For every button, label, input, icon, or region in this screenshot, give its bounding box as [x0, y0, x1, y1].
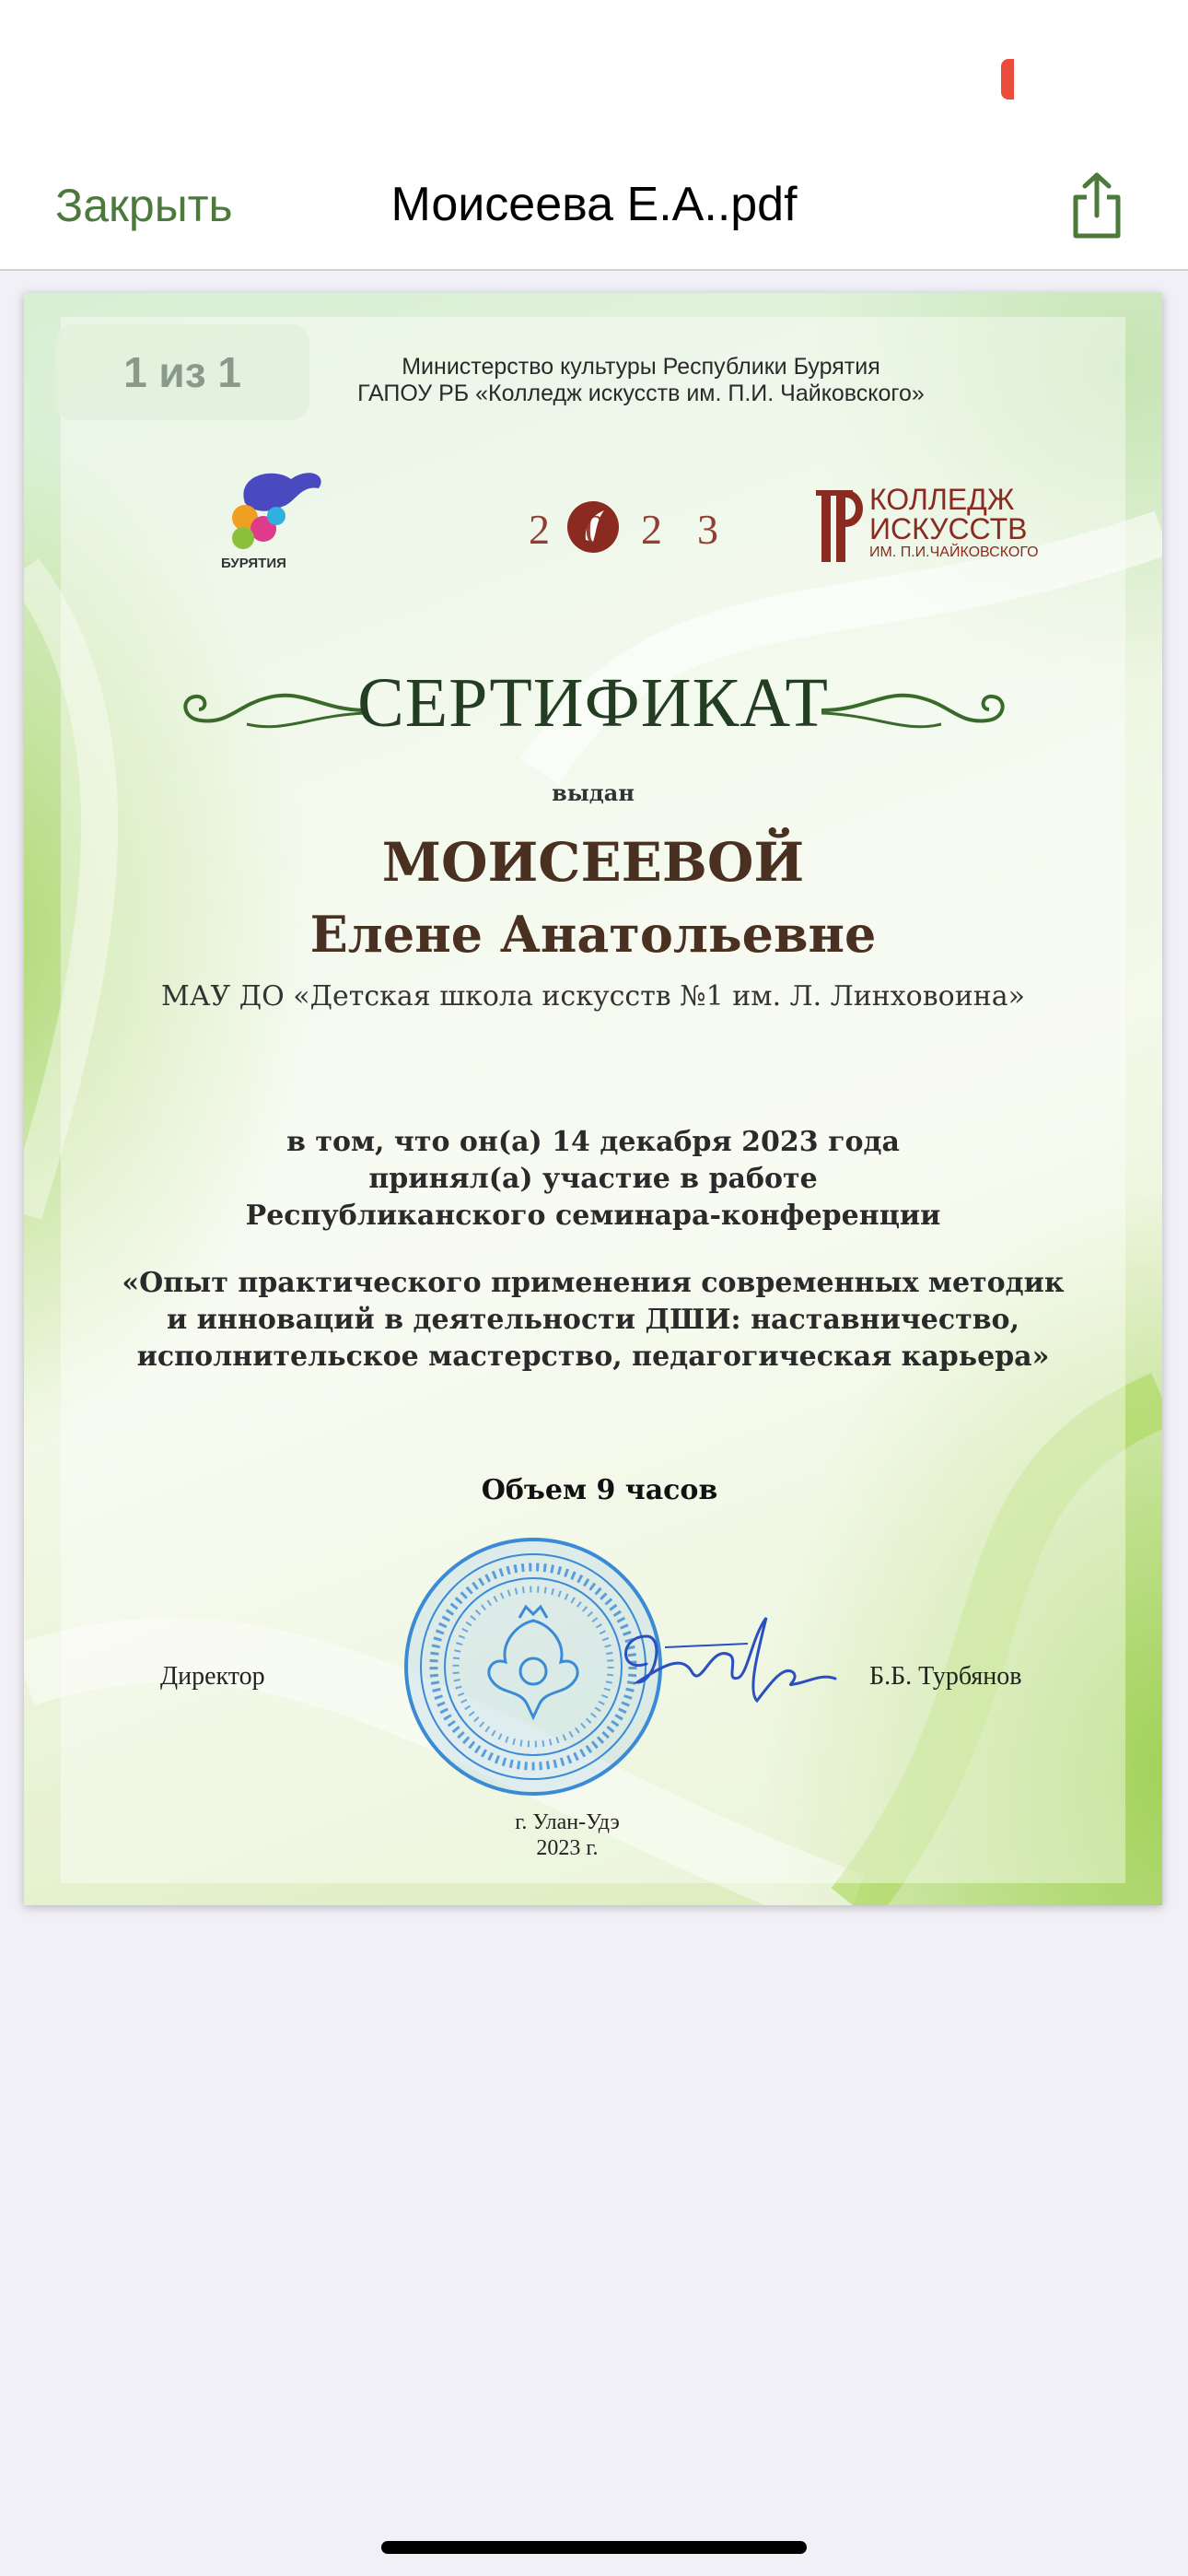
college-logo-mark — [816, 486, 866, 566]
ministry-line: Министерство культуры Республики Бурятия — [402, 354, 880, 380]
college-logo — [816, 483, 1055, 571]
status-bar — [0, 0, 1188, 147]
director-label: Директор — [160, 1662, 265, 1691]
city-label: г. Улан-Удэ — [515, 1810, 620, 1834]
close-button[interactable]: Закрыть — [55, 180, 233, 231]
topic-line: исполнительское мастерство, педагогическая карьера» — [136, 1341, 1050, 1373]
recording-indicator — [1001, 59, 1014, 100]
share-icon — [1068, 171, 1125, 241]
topic-line: «Опыт практического применения современных методик — [122, 1267, 1065, 1299]
topic-line: и инноваций в деятельности ДШИ: наставничество, — [166, 1304, 1020, 1336]
college-logo-line3: ИМ. П.И.ЧАЙКОВСКОГО — [869, 544, 1039, 560]
home-indicator[interactable] — [381, 2541, 807, 2554]
participation-text — [24, 1124, 1162, 1235]
document-viewport[interactable] — [0, 271, 1188, 2576]
hours-volume: Объем 9 часов — [481, 1474, 718, 1506]
college-logo-line1: КОЛЛЕДЖ — [869, 483, 1015, 516]
college-logo-line2: ИСКУССТВ — [869, 512, 1028, 545]
buryatia-logo — [208, 466, 337, 577]
pdf-page[interactable] — [24, 293, 1162, 1905]
year-label: 2023 г. — [536, 1836, 599, 1860]
right-ornament — [821, 678, 1015, 743]
seminar-topic — [24, 1265, 1162, 1376]
participation-line: в том, что он(а) 14 декабря 2023 года — [286, 1126, 900, 1158]
place-and-year — [24, 1809, 1162, 1861]
certificate-title: СЕРТИФИКАТ — [357, 664, 829, 742]
recipient-school: МАУ ДО «Детская школа искусств №1 им. Л. Линховоина» — [161, 980, 1025, 1013]
participation-line: Республиканского семинара-конференции — [245, 1200, 941, 1232]
year-logo — [529, 486, 753, 569]
participation-line: принял(а) участие в работе — [368, 1163, 818, 1195]
recipient-surname: МОИСЕЕВОЙ — [381, 831, 805, 894]
page-indicator: 1 из 1 — [55, 324, 309, 420]
recipient-given-names: Елене Анатольевне — [309, 905, 877, 964]
issuer-header — [263, 354, 1019, 407]
director-name: Б.Б. Турбянов — [869, 1662, 1022, 1691]
navigation-bar — [0, 147, 1188, 271]
buryatia-logo-label: БУРЯТИЯ — [221, 556, 286, 571]
buryatia-logo-mark — [208, 466, 337, 551]
share-button[interactable] — [1068, 171, 1125, 241]
college-line: ГАПОУ РБ «Колледж искусств им. П.И. Чайковского» — [357, 381, 925, 406]
document-title: Моисеева Е.А..pdf — [390, 178, 798, 231]
year-logo-label: 2023 — [529, 506, 753, 553]
college-logo-text — [869, 485, 1039, 562]
issued-label: выдан — [552, 779, 635, 806]
director-signature — [610, 1599, 840, 1719]
